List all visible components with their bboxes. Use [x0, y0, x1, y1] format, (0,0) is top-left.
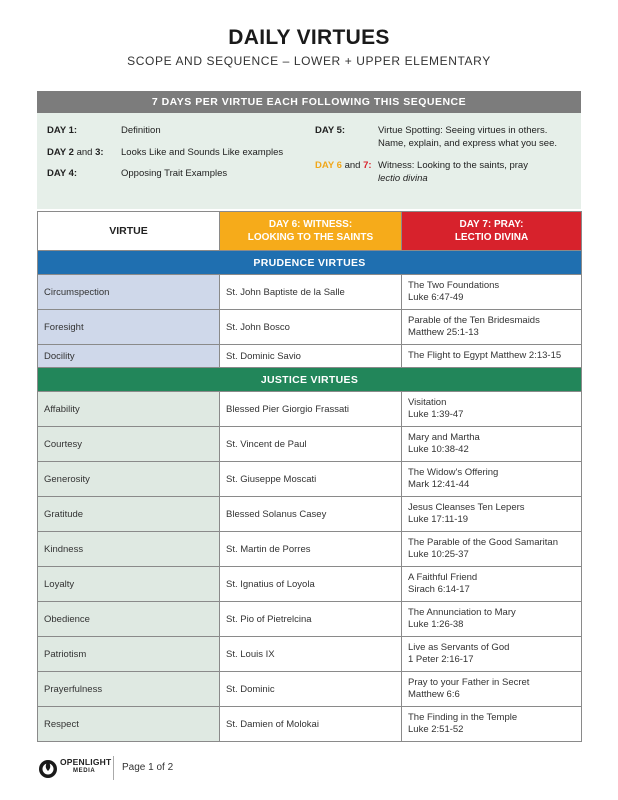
table-row: [38, 392, 582, 427]
saint-cell: St. Pio of Pietrelcina: [220, 602, 402, 637]
pray-cell: [402, 637, 582, 672]
pray-cell: [402, 462, 582, 497]
day7-header-line1: DAY 7: PRAY:: [459, 219, 524, 230]
justice-heading: JUSTICE VIRTUES: [38, 368, 582, 392]
brand-name: OPENLIGHT: [60, 757, 112, 767]
virtue-cell: Docility: [38, 345, 220, 368]
pray-title: Visitation: [408, 396, 447, 408]
table-row: [38, 310, 582, 345]
sequence-box: [37, 91, 581, 209]
saint-cell: St. Giuseppe Moscati: [220, 462, 402, 497]
pray-title: Live as Servants of God: [408, 641, 510, 653]
pray-cell: [402, 567, 582, 602]
virtue-cell: Obedience: [38, 602, 220, 637]
day7-header-line2: LECTIO DIVINA: [454, 232, 529, 243]
day7-label: 7:: [363, 160, 372, 171]
table-row: [38, 345, 582, 368]
table-row: [38, 672, 582, 707]
day4-text: Opposing Trait Examples: [121, 168, 228, 179]
column-header-day6: [220, 212, 402, 251]
table-header-row: [38, 212, 582, 251]
pray-cell: [402, 345, 582, 368]
table-row: [38, 275, 582, 310]
virtue-cell: Patriotism: [38, 637, 220, 672]
table-row: [38, 637, 582, 672]
pray-title: Mary and Martha: [408, 431, 480, 443]
virtues-table: [37, 211, 582, 742]
virtue-cell: Loyalty: [38, 567, 220, 602]
day4-label: DAY 4:: [47, 168, 78, 179]
pray-reference: Luke 2:51-52: [408, 724, 464, 735]
day3-label: 3:: [95, 147, 104, 158]
pray-title: A Faithful Friend: [408, 571, 478, 583]
pray-reference: Matthew 25:1-13: [408, 327, 479, 338]
day1-text: Definition: [121, 125, 161, 136]
pray-reference: Luke 1:26-38: [408, 619, 464, 630]
day67-and: and: [341, 160, 364, 171]
table-row: [38, 532, 582, 567]
openlight-logo-icon: [37, 756, 59, 780]
day67-text-2: lectio divina: [378, 173, 428, 184]
day6-header-line2: LOOKING TO THE SAINTS: [247, 232, 374, 243]
day5-text-2: Name, explain, and express what you see.: [378, 138, 558, 149]
table-row: [38, 462, 582, 497]
day23-and: and: [73, 147, 96, 158]
saint-cell: St. Damien of Molokai: [220, 707, 402, 742]
day5-text-1: Virtue Spotting: Seeing virtues in others.: [378, 125, 548, 136]
footer-divider: [113, 756, 114, 780]
virtue-cell: Circumspection: [38, 275, 220, 310]
day1-label: DAY 1:: [47, 125, 78, 136]
column-header-virtue: VIRTUE: [38, 212, 220, 251]
saint-cell: St. Louis IX: [220, 637, 402, 672]
virtue-cell: Gratitude: [38, 497, 220, 532]
pray-title: Pray to your Father in Secret: [408, 676, 530, 688]
pray-title: Jesus Cleanses Ten Lepers: [408, 501, 525, 513]
section-row-justice: [38, 368, 582, 392]
pray-reference: Luke 10:25-37: [408, 549, 469, 560]
sequence-heading: 7 DAYS PER VIRTUE EACH FOLLOWING THIS SEQUENCE: [37, 91, 581, 113]
virtue-cell: Kindness: [38, 532, 220, 567]
saint-cell: St. Ignatius of Loyola: [220, 567, 402, 602]
table-row: [38, 497, 582, 532]
saint-cell: St. Dominic: [220, 672, 402, 707]
day23-text: Looks Like and Sounds Like examples: [121, 147, 284, 158]
virtue-cell: Affability: [38, 392, 220, 427]
pray-title: The Widow's Offering: [408, 466, 499, 478]
table-row: [38, 567, 582, 602]
pray-title: The Finding in the Temple: [408, 711, 518, 723]
virtue-cell: Prayerfulness: [38, 672, 220, 707]
virtue-cell: Foresight: [38, 310, 220, 345]
pray-cell: [402, 672, 582, 707]
pray-cell: [402, 707, 582, 742]
pray-cell: [402, 602, 582, 637]
page-title: DAILY VIRTUES: [228, 26, 390, 49]
day5-label: DAY 5:: [315, 125, 346, 136]
day67-text-1: Witness: Looking to the saints, pray: [378, 160, 528, 171]
day6-header-line1: DAY 6: WITNESS:: [268, 219, 353, 230]
pray-title: Parable of the Ten Bridesmaids: [408, 314, 540, 326]
pray-cell: [402, 532, 582, 567]
pray-cell: [402, 392, 582, 427]
pray-reference: 1 Peter 2:16-17: [408, 654, 474, 665]
pray-title: The Parable of the Good Samaritan: [408, 536, 558, 548]
saint-cell: St. Martin de Porres: [220, 532, 402, 567]
pray-reference: Luke 17:11-19: [408, 514, 469, 525]
pray-reference: Matthew 6:6: [408, 689, 460, 700]
saint-cell: Blessed Pier Giorgio Frassati: [220, 392, 402, 427]
pray-reference: Luke 1:39-47: [408, 409, 464, 420]
pray-cell: [402, 275, 582, 310]
virtue-cell: Courtesy: [38, 427, 220, 462]
saint-cell: Blessed Solanus Casey: [220, 497, 402, 532]
table-row: [38, 602, 582, 637]
pray-cell: [402, 427, 582, 462]
column-header-day7: [402, 212, 582, 251]
section-row-prudence: [38, 251, 582, 275]
pray-reference: Sirach 6:14-17: [408, 584, 470, 595]
pray-title: The Two Foundations: [408, 279, 500, 291]
day2-label: DAY 2: [47, 147, 74, 158]
prudence-heading: PRUDENCE VIRTUES: [38, 251, 582, 275]
brand-sub: MEDIA: [73, 768, 96, 774]
page-number: Page 1 of 2: [122, 762, 174, 773]
saint-cell: St. Vincent de Paul: [220, 427, 402, 462]
pray-cell: [402, 310, 582, 345]
saint-cell: St. John Baptiste de la Salle: [220, 275, 402, 310]
virtue-cell: Generosity: [38, 462, 220, 497]
page-subtitle: SCOPE AND SEQUENCE – LOWER + UPPER ELEMENTARY: [127, 54, 491, 68]
saint-cell: St. Dominic Savio: [220, 345, 402, 368]
table-row: [38, 707, 582, 742]
pray-title: The Flight to Egypt Matthew 2:13-15: [408, 349, 562, 361]
pray-reference: Luke 10:38-42: [408, 444, 469, 455]
pray-reference: Luke 6:47-49: [408, 292, 464, 303]
virtue-cell: Respect: [38, 707, 220, 742]
pray-reference: Mark 12:41-44: [408, 479, 470, 490]
saint-cell: St. John Bosco: [220, 310, 402, 345]
pray-title: The Annunciation to Mary: [408, 606, 516, 618]
pray-cell: [402, 497, 582, 532]
day6-label: DAY 6: [315, 160, 342, 171]
table-row: [38, 427, 582, 462]
